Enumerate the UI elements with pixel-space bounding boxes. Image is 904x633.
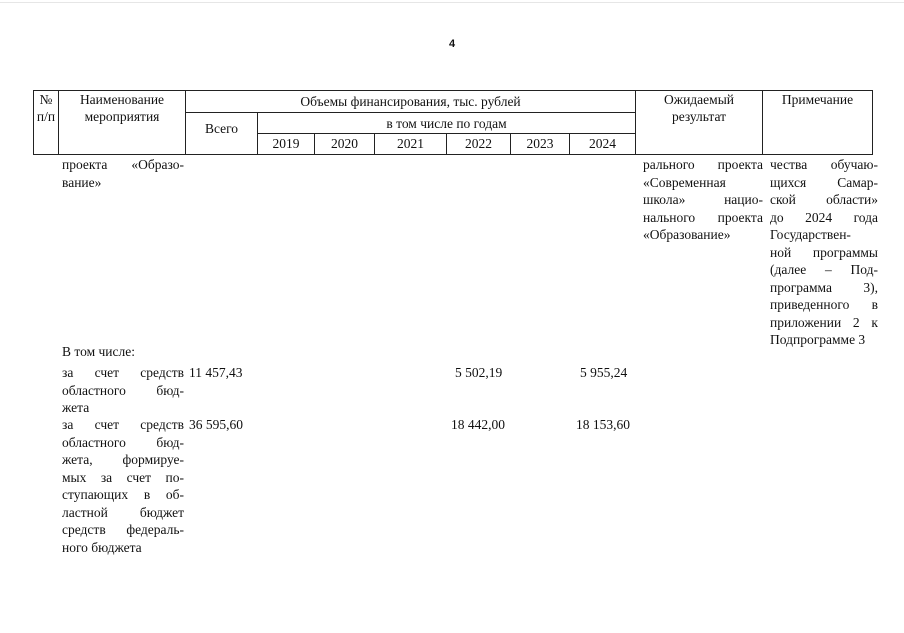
header-year-2019: 2019 [258,134,315,155]
text-line: Государствен- [770,227,851,242]
header-by-years: в том числе по годам [258,113,636,134]
text-line: щихся Самар- [770,174,878,190]
header-name-cell [59,91,186,155]
text-line: вание» [62,174,102,190]
text-line: ластной бюджет [62,504,184,520]
text-line: ской области» [770,192,878,207]
row-federal-transfers-total: 36 595,60 [189,417,243,432]
header-year-2023: 2023 [511,134,570,155]
text-line: Подпрограмме 3 [770,332,866,347]
header-number-line1: № [39,92,53,107]
header-year-2024: 2024 [570,134,636,155]
row-regional-budget-2022: 5 502,19 [455,365,503,380]
text-line: чества обучаю- [770,157,878,172]
scan-edge-top [0,2,904,3]
continuation-result [643,156,763,244]
text-line: приложении 2 к [770,314,878,330]
header-name-line1: Наименование [79,92,165,107]
header-year-2020: 2020 [315,134,375,155]
text-line: жета, формируе- [62,452,184,467]
header-result-cell [636,91,763,155]
header-number-line2: п/п [36,109,56,124]
text-line: за счет средств [62,417,184,432]
text-line: программа 3), [770,279,878,295]
text-line: за счет средств [62,365,184,380]
text-line: ного бюджета [62,539,142,555]
text-line: до 2024 года [770,209,878,225]
row-regional-budget-total: 11 457,43 [189,365,243,380]
header-result-line2: результат [671,109,727,124]
text-line: жета [62,400,90,415]
header-note: Примечание [763,91,873,155]
text-line: областного бюд- [62,434,184,450]
text-line: мых за счет по- [62,469,184,485]
header-funding: Объемы финансирования, тыс. рублей [186,91,636,113]
text-line: ной программы [770,244,878,260]
text-line: «Образование» [643,227,731,242]
text-line: рального проекта [643,157,763,172]
header-year-2022: 2022 [447,134,511,155]
text-line: областного бюд- [62,382,184,398]
header-number-cell [34,91,59,155]
header-name-line2: мероприятия [84,109,160,124]
funding-table-header [33,90,873,155]
row-regional-budget-2024: 5 955,24 [580,365,628,380]
text-line: (далее – Под- [770,262,878,277]
row-federal-transfers-2024: 18 153,60 [576,417,630,432]
text-line: приведенного в [770,297,878,312]
text-line: нального проекта [643,209,763,225]
header-result-line1: Ожидаемый [664,92,734,107]
continuation-note [770,156,878,349]
continuation-name [62,156,184,191]
page-number: 4 [448,38,456,50]
text-line: средств федераль- [62,522,184,537]
header-year-2021: 2021 [375,134,447,155]
including-label: В том числе: [62,344,135,359]
text-line: ступающих в об- [62,487,184,502]
text-line: школа» нацио- [643,192,763,207]
row-regional-budget-name [62,364,184,417]
row-federal-transfers-2022: 18 442,00 [451,417,505,432]
text-line: проекта «Образо- [62,157,184,172]
text-line: «Современная [643,174,726,190]
header-total: Всего [186,113,258,155]
row-federal-transfers-name [62,416,184,556]
